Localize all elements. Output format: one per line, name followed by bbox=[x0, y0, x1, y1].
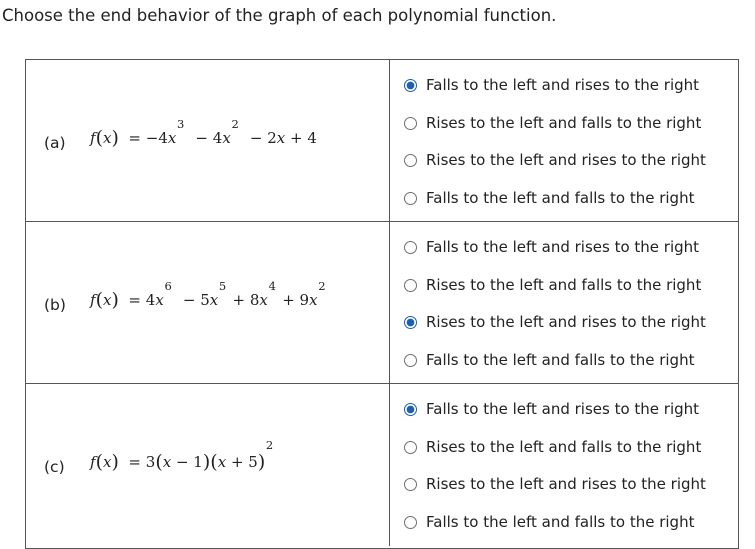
option-a-2[interactable]: Rises to the left and falls to the right bbox=[404, 111, 701, 135]
option-c-2[interactable]: Rises to the left and falls to the right bbox=[404, 435, 701, 459]
radio-button-selected[interactable] bbox=[404, 403, 417, 416]
radio-button[interactable] bbox=[404, 441, 417, 454]
radio-button-selected[interactable] bbox=[404, 316, 417, 329]
problem-row-b bbox=[26, 222, 738, 384]
problem-row-a bbox=[26, 60, 738, 222]
radio-button[interactable] bbox=[404, 478, 417, 491]
problem-label-c: (c) bbox=[44, 458, 65, 476]
function-math-b: f(x) = 4x 6 − 5x 5 + 8x 4 + 9x 2 bbox=[90, 279, 326, 311]
option-c-4[interactable]: Falls to the left and falls to the right bbox=[404, 510, 694, 534]
radio-button[interactable] bbox=[404, 241, 417, 254]
radio-button[interactable] bbox=[404, 516, 417, 529]
function-cell-a bbox=[26, 60, 390, 221]
option-b-2[interactable]: Rises to the left and falls to the right bbox=[404, 273, 701, 297]
options-group-b bbox=[390, 222, 738, 383]
problem-label-b: (b) bbox=[44, 296, 66, 314]
radio-button[interactable] bbox=[404, 279, 417, 292]
option-c-3[interactable]: Rises to the left and rises to the right bbox=[404, 472, 706, 496]
problem-row-c bbox=[26, 384, 738, 546]
radio-button[interactable] bbox=[404, 117, 417, 130]
option-a-1[interactable]: Falls to the left and rises to the right bbox=[404, 73, 699, 97]
radio-button[interactable] bbox=[404, 192, 417, 205]
function-math-c: f(x) = 3(x − 1)(x + 5) 2 bbox=[90, 438, 274, 473]
option-b-3[interactable]: Rises to the left and rises to the right bbox=[404, 310, 706, 334]
function-cell-b bbox=[26, 222, 390, 383]
option-c-1[interactable]: Falls to the left and rises to the right bbox=[404, 397, 699, 421]
function-cell-c bbox=[26, 384, 390, 546]
option-b-4[interactable]: Falls to the left and falls to the right bbox=[404, 348, 694, 372]
instruction-text: Choose the end behavior of the graph of each polynomial function. bbox=[2, 6, 557, 25]
option-a-3[interactable]: Rises to the left and rises to the right bbox=[404, 148, 706, 172]
radio-button[interactable] bbox=[404, 354, 417, 367]
radio-button[interactable] bbox=[404, 154, 417, 167]
option-a-4[interactable]: Falls to the left and falls to the right bbox=[404, 186, 694, 210]
problem-table bbox=[25, 59, 739, 549]
options-group-a bbox=[390, 60, 738, 221]
function-math-a: f(x) = −4x 3 − 4x 2 − 2x + 4 bbox=[90, 117, 317, 149]
options-group-c bbox=[390, 384, 738, 546]
problem-label-a: (a) bbox=[44, 134, 66, 152]
option-b-1[interactable]: Falls to the left and rises to the right bbox=[404, 235, 699, 259]
radio-button-selected[interactable] bbox=[404, 79, 417, 92]
